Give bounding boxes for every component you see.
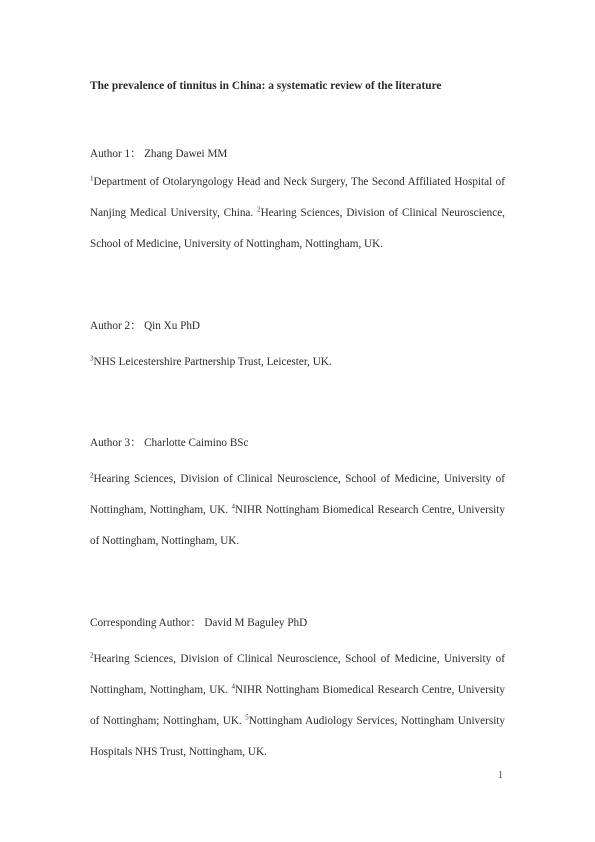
affil-sup: 1 (90, 174, 94, 183)
affil-text: Hearing Sciences, Division of Clinical Neuroscience, School of Medicine, University of Nottingham, Nottingham, UK. (90, 653, 505, 696)
corresponding-author-affiliations (90, 644, 505, 768)
affil-sup: 2 (257, 205, 261, 214)
affil-sup: 2 (90, 471, 94, 480)
affil-sup: 2 (90, 651, 94, 660)
author-2-heading: Author 2： Qin Xu PhD (90, 320, 201, 332)
affil-text: Hearing Sciences, Division of Clinical Neuroscience, School of Medicine, University of Nottingham, Nottingham, UK. (90, 207, 505, 250)
affil-sup: 4 (231, 502, 236, 511)
affil-text: NIHR Nottingham Biomedical Research Centre, University of Nottingham; Nottingham, UK. (90, 684, 505, 727)
corresponding-author-heading: Corresponding Author： David M Baguley PhD (90, 617, 308, 629)
author-3-affiliations (90, 464, 505, 557)
affil-sup: 5 (245, 713, 249, 722)
paper-title: The prevalence of tinnitus in China: a systematic review of the literature (90, 80, 442, 92)
author-2-affiliations (90, 347, 505, 378)
affil-text: Department of Otolaryngology Head and Neck Surgery, The Second Affiliated Hospital of Nanjing Medical University, China. (90, 176, 505, 219)
affil-text: NHS Leicestershire Partnership Trust, Leicester, UK. (93, 356, 332, 368)
author-1-heading: Author 1： Zhang Dawei MM (90, 148, 228, 160)
page-number: 1 (498, 770, 503, 781)
author-3-heading: Author 3： Charlotte Caimino BSc (90, 437, 249, 449)
author-1-affiliations (90, 167, 505, 260)
affil-text: Nottingham Audiology Services, Nottingham University Hospitals NHS Trust, Nottingham, UK. (90, 715, 506, 758)
affil-sup: 3 (90, 354, 94, 363)
affil-text: Hearing Sciences, Division of Clinical Neuroscience, School of Medicine, University of Nottingham, Nottingham, UK. (90, 473, 505, 516)
affil-sup: 4 (231, 682, 236, 691)
affil-text: NIHR Nottingham Biomedical Research Centre, University of Nottingham, Nottingham, UK. (90, 504, 505, 547)
